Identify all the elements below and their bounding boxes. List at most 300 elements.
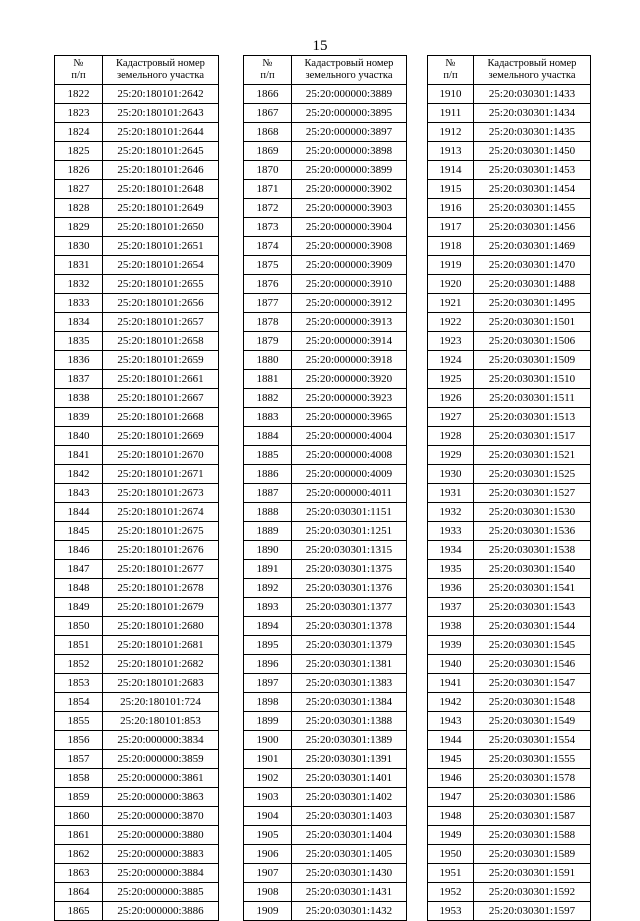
row-number: 1951 (428, 864, 474, 883)
table-row (55, 180, 219, 199)
cadastral-number: 25:20:000000:4004 (292, 427, 407, 446)
row-number: 1916 (428, 199, 474, 218)
header-number-line1: № (262, 58, 273, 69)
table-row (55, 807, 219, 826)
row-number: 1892 (244, 579, 292, 598)
table-row (428, 256, 591, 275)
table-row (428, 218, 591, 237)
header-number (244, 56, 292, 85)
row-number: 1918 (428, 237, 474, 256)
table-row (428, 142, 591, 161)
table-row (244, 104, 407, 123)
table-row (244, 332, 407, 351)
cadastral-number: 25:20:030301:1391 (292, 750, 407, 769)
table-row (244, 484, 407, 503)
header-number (428, 56, 474, 85)
cadastral-number: 25:20:180101:2646 (103, 161, 219, 180)
table-row (428, 636, 591, 655)
table-row (428, 313, 591, 332)
cadastral-number: 25:20:180101:2654 (103, 256, 219, 275)
cadastral-number: 25:20:030301:1510 (474, 370, 591, 389)
table-row (55, 522, 219, 541)
row-number: 1940 (428, 655, 474, 674)
cadastral-number: 25:20:180101:2659 (103, 351, 219, 370)
cadastral-number: 25:20:030301:1405 (292, 845, 407, 864)
row-number: 1840 (55, 427, 103, 446)
cadastral-number: 25:20:000000:4011 (292, 484, 407, 503)
row-number: 1831 (55, 256, 103, 275)
row-number: 1833 (55, 294, 103, 313)
cadastral-number: 25:20:030301:1379 (292, 636, 407, 655)
cadastral-number: 25:20:180101:2677 (103, 560, 219, 579)
row-number: 1943 (428, 712, 474, 731)
table-row (244, 218, 407, 237)
header-number (55, 56, 103, 85)
cadastral-number: 25:20:030301:1378 (292, 617, 407, 636)
table-row (244, 85, 407, 104)
cadastral-number: 25:20:030301:1495 (474, 294, 591, 313)
table-row (244, 522, 407, 541)
table-row (244, 541, 407, 560)
table-row (428, 902, 591, 921)
row-number: 1883 (244, 408, 292, 427)
cadastral-number: 25:20:000000:3889 (292, 85, 407, 104)
table-row (428, 598, 591, 617)
row-number: 1889 (244, 522, 292, 541)
table-row (55, 465, 219, 484)
cadastral-number: 25:20:000000:4008 (292, 446, 407, 465)
table-row (428, 750, 591, 769)
table-row (428, 351, 591, 370)
row-number: 1859 (55, 788, 103, 807)
row-number: 1837 (55, 370, 103, 389)
cadastral-number: 25:20:030301:1375 (292, 560, 407, 579)
cadastral-number: 25:20:030301:1511 (474, 389, 591, 408)
row-number: 1922 (428, 313, 474, 332)
cadastral-number: 25:20:000000:3859 (103, 750, 219, 769)
cadastral-number: 25:20:000000:3912 (292, 294, 407, 313)
cadastral-number: 25:20:030301:1530 (474, 503, 591, 522)
cadastral-number: 25:20:180101:2657 (103, 313, 219, 332)
cadastral-number: 25:20:180101:2674 (103, 503, 219, 522)
cadastral-number: 25:20:180101:2642 (103, 85, 219, 104)
table-row (244, 712, 407, 731)
cadastral-number: 25:20:180101:2644 (103, 123, 219, 142)
row-number: 1871 (244, 180, 292, 199)
row-number: 1841 (55, 446, 103, 465)
cadastral-number: 25:20:000000:3965 (292, 408, 407, 427)
row-number: 1926 (428, 389, 474, 408)
table-row (55, 503, 219, 522)
table-row (244, 769, 407, 788)
table-row (244, 256, 407, 275)
table-row (428, 674, 591, 693)
cadastral-number: 25:20:180101:2683 (103, 674, 219, 693)
cadastral-number: 25:20:030301:1543 (474, 598, 591, 617)
table-row (55, 332, 219, 351)
row-number: 1865 (55, 902, 103, 921)
table-header-row (428, 56, 591, 85)
cadastral-number: 25:20:030301:1586 (474, 788, 591, 807)
row-number: 1836 (55, 351, 103, 370)
row-number: 1914 (428, 161, 474, 180)
row-number: 1934 (428, 541, 474, 560)
row-number: 1937 (428, 598, 474, 617)
table-row (55, 104, 219, 123)
table-row (428, 826, 591, 845)
row-number: 1948 (428, 807, 474, 826)
row-number: 1884 (244, 427, 292, 446)
cadastral-number: 25:20:180101:2667 (103, 389, 219, 408)
header-number-line2: п/п (443, 70, 458, 81)
table-row (428, 275, 591, 294)
table-row (55, 598, 219, 617)
table-row (428, 579, 591, 598)
cadastral-number: 25:20:180101:2682 (103, 655, 219, 674)
table-row (244, 674, 407, 693)
row-number: 1891 (244, 560, 292, 579)
row-number: 1910 (428, 85, 474, 104)
row-number: 1924 (428, 351, 474, 370)
cadastral-number: 25:20:030301:1384 (292, 693, 407, 712)
cadastral-number: 25:20:180101:2655 (103, 275, 219, 294)
row-number: 1851 (55, 636, 103, 655)
header-cadastral (103, 56, 219, 85)
row-number: 1864 (55, 883, 103, 902)
row-number: 1872 (244, 199, 292, 218)
cadastral-number: 25:20:000000:3902 (292, 180, 407, 199)
row-number: 1907 (244, 864, 292, 883)
cadastral-number: 25:20:030301:1509 (474, 351, 591, 370)
cadastral-number: 25:20:030301:1506 (474, 332, 591, 351)
cadastral-number: 25:20:180101:853 (103, 712, 219, 731)
row-number: 1925 (428, 370, 474, 389)
row-number: 1846 (55, 541, 103, 560)
cadastral-number: 25:20:030301:1554 (474, 731, 591, 750)
row-number: 1897 (244, 674, 292, 693)
table-row (428, 294, 591, 313)
row-number: 1908 (244, 883, 292, 902)
table-row (55, 237, 219, 256)
row-number: 1832 (55, 275, 103, 294)
cadastral-number: 25:20:180101:2679 (103, 598, 219, 617)
cadastral-number: 25:20:000000:3880 (103, 826, 219, 845)
table-row (55, 123, 219, 142)
row-number: 1868 (244, 123, 292, 142)
cadastral-number: 25:20:030301:1589 (474, 845, 591, 864)
cadastral-number: 25:20:180101:724 (103, 693, 219, 712)
row-number: 1929 (428, 446, 474, 465)
header-cadastral-line2: земельного участка (305, 70, 393, 81)
table-row (55, 769, 219, 788)
row-number: 1941 (428, 674, 474, 693)
header-cadastral-line2: земельного участка (488, 70, 576, 81)
row-number: 1882 (244, 389, 292, 408)
row-number: 1927 (428, 408, 474, 427)
cadastral-number: 25:20:180101:2650 (103, 218, 219, 237)
table-row (244, 636, 407, 655)
row-number: 1826 (55, 161, 103, 180)
cadastral-number: 25:20:030301:1469 (474, 237, 591, 256)
cadastral-number: 25:20:030301:1401 (292, 769, 407, 788)
table-row (55, 370, 219, 389)
row-number: 1878 (244, 313, 292, 332)
cadastral-number: 25:20:030301:1544 (474, 617, 591, 636)
table-row (244, 123, 407, 142)
row-number: 1873 (244, 218, 292, 237)
table-row (428, 484, 591, 503)
cadastral-number: 25:20:030301:1546 (474, 655, 591, 674)
row-number: 1842 (55, 465, 103, 484)
table-row (428, 446, 591, 465)
cadastral-number: 25:20:000000:3885 (103, 883, 219, 902)
cadastral-number: 25:20:000000:3897 (292, 123, 407, 142)
row-number: 1909 (244, 902, 292, 921)
cadastral-number: 25:20:180101:2643 (103, 104, 219, 123)
cadastral-number: 25:20:000000:3920 (292, 370, 407, 389)
table-row (244, 370, 407, 389)
cadastral-number: 25:20:030301:1588 (474, 826, 591, 845)
table-row (55, 85, 219, 104)
table-row (244, 845, 407, 864)
row-number: 1946 (428, 769, 474, 788)
row-number: 1952 (428, 883, 474, 902)
cadastral-number: 25:20:030301:1431 (292, 883, 407, 902)
cadastral-number: 25:20:000000:3903 (292, 199, 407, 218)
cadastral-number: 25:20:030301:1549 (474, 712, 591, 731)
cadastral-number: 25:20:030301:1527 (474, 484, 591, 503)
cadastral-number: 25:20:180101:2671 (103, 465, 219, 484)
table-header-row (244, 56, 407, 85)
header-cadastral-line1: Кадастровый номер (304, 58, 394, 69)
table-row (55, 864, 219, 883)
header-cadastral-line1: Кадастровый номер (487, 58, 577, 69)
cadastral-number: 25:20:180101:2648 (103, 180, 219, 199)
row-number: 1874 (244, 237, 292, 256)
cadastral-number: 25:20:030301:1587 (474, 807, 591, 826)
row-number: 1893 (244, 598, 292, 617)
row-number: 1953 (428, 902, 474, 921)
cadastral-number: 25:20:030301:1383 (292, 674, 407, 693)
cadastral-number: 25:20:030301:1435 (474, 123, 591, 142)
row-number: 1843 (55, 484, 103, 503)
row-number: 1855 (55, 712, 103, 731)
cadastral-number: 25:20:180101:2680 (103, 617, 219, 636)
cadastral-number: 25:20:000000:3886 (103, 902, 219, 921)
cadastral-number: 25:20:180101:2661 (103, 370, 219, 389)
row-number: 1870 (244, 161, 292, 180)
row-number: 1856 (55, 731, 103, 750)
parcel-table-3 (427, 55, 591, 921)
table-row (55, 427, 219, 446)
cadastral-number: 25:20:030301:1513 (474, 408, 591, 427)
cadastral-number: 25:20:030301:1251 (292, 522, 407, 541)
table-row (55, 788, 219, 807)
row-number: 1933 (428, 522, 474, 541)
table-row (244, 864, 407, 883)
table-row (55, 199, 219, 218)
row-number: 1862 (55, 845, 103, 864)
cadastral-number: 25:20:000000:3861 (103, 769, 219, 788)
row-number: 1901 (244, 750, 292, 769)
header-cadastral (474, 56, 591, 85)
cadastral-number: 25:20:180101:2651 (103, 237, 219, 256)
table-row (428, 161, 591, 180)
cadastral-number: 25:20:000000:3863 (103, 788, 219, 807)
row-number: 1928 (428, 427, 474, 446)
row-number: 1847 (55, 560, 103, 579)
row-number: 1949 (428, 826, 474, 845)
cadastral-number: 25:20:000000:3899 (292, 161, 407, 180)
cadastral-number: 25:20:030301:1597 (474, 902, 591, 921)
cadastral-number: 25:20:030301:1432 (292, 902, 407, 921)
table-row (428, 180, 591, 199)
cadastral-number: 25:20:000000:3908 (292, 237, 407, 256)
table-row (55, 617, 219, 636)
table-row (55, 655, 219, 674)
header-number-line2: п/п (71, 70, 86, 81)
cadastral-number: 25:20:030301:1592 (474, 883, 591, 902)
row-number: 1827 (55, 180, 103, 199)
row-number: 1863 (55, 864, 103, 883)
cadastral-number: 25:20:030301:1547 (474, 674, 591, 693)
header-number-line1: № (445, 58, 456, 69)
cadastral-number: 25:20:030301:1402 (292, 788, 407, 807)
header-number-line1: № (73, 58, 84, 69)
row-number: 1858 (55, 769, 103, 788)
row-number: 1902 (244, 769, 292, 788)
header-cadastral-line1: Кадастровый номер (116, 58, 205, 69)
table-row (244, 180, 407, 199)
row-number: 1917 (428, 218, 474, 237)
row-number: 1913 (428, 142, 474, 161)
cadastral-number: 25:20:180101:2656 (103, 294, 219, 313)
row-number: 1915 (428, 180, 474, 199)
row-number: 1898 (244, 693, 292, 712)
cadastral-number: 25:20:030301:1525 (474, 465, 591, 484)
table-row (428, 560, 591, 579)
row-number: 1887 (244, 484, 292, 503)
cadastral-number: 25:20:180101:2645 (103, 142, 219, 161)
row-number: 1854 (55, 693, 103, 712)
cadastral-number: 25:20:000000:3913 (292, 313, 407, 332)
table-row (244, 579, 407, 598)
row-number: 1879 (244, 332, 292, 351)
table-row (244, 883, 407, 902)
table-row (428, 389, 591, 408)
row-number: 1834 (55, 313, 103, 332)
table-row (244, 560, 407, 579)
table-row (55, 750, 219, 769)
table-row (244, 598, 407, 617)
cadastral-number: 25:20:030301:1538 (474, 541, 591, 560)
cadastral-number: 25:20:030301:1151 (292, 503, 407, 522)
cadastral-number: 25:20:030301:1541 (474, 579, 591, 598)
table-row (428, 370, 591, 389)
cadastral-number: 25:20:030301:1315 (292, 541, 407, 560)
table-row (244, 731, 407, 750)
table-row (55, 712, 219, 731)
table-row (55, 560, 219, 579)
row-number: 1853 (55, 674, 103, 693)
table-row (55, 826, 219, 845)
table-row (55, 389, 219, 408)
table-row (55, 579, 219, 598)
table-row (244, 313, 407, 332)
cadastral-number: 25:20:000000:3918 (292, 351, 407, 370)
cadastral-number: 25:20:000000:3909 (292, 256, 407, 275)
cadastral-number: 25:20:030301:1521 (474, 446, 591, 465)
table-row (428, 807, 591, 826)
table-row (244, 807, 407, 826)
row-number: 1869 (244, 142, 292, 161)
cadastral-number: 25:20:030301:1555 (474, 750, 591, 769)
row-number: 1852 (55, 655, 103, 674)
row-number: 1895 (244, 636, 292, 655)
cadastral-number: 25:20:000000:3898 (292, 142, 407, 161)
cadastral-number: 25:20:180101:2673 (103, 484, 219, 503)
table-row (244, 294, 407, 313)
row-number: 1894 (244, 617, 292, 636)
cadastral-number: 25:20:030301:1536 (474, 522, 591, 541)
table-row (244, 142, 407, 161)
cadastral-number: 25:20:000000:3923 (292, 389, 407, 408)
cadastral-number: 25:20:030301:1403 (292, 807, 407, 826)
table-row (55, 693, 219, 712)
cadastral-number: 25:20:000000:3884 (103, 864, 219, 883)
table-row (244, 826, 407, 845)
cadastral-number: 25:20:030301:1517 (474, 427, 591, 446)
table-row (428, 123, 591, 142)
row-number: 1912 (428, 123, 474, 142)
table-row (428, 617, 591, 636)
row-number: 1828 (55, 199, 103, 218)
cadastral-number: 25:20:030301:1470 (474, 256, 591, 275)
cadastral-number: 25:20:030301:1377 (292, 598, 407, 617)
row-number: 1950 (428, 845, 474, 864)
table-row (55, 351, 219, 370)
row-number: 1906 (244, 845, 292, 864)
row-number: 1825 (55, 142, 103, 161)
table-row (55, 256, 219, 275)
table-row (244, 351, 407, 370)
header-cadastral (292, 56, 407, 85)
table-row (244, 237, 407, 256)
parcel-table-1 (54, 55, 219, 921)
cadastral-number: 25:20:030301:1578 (474, 769, 591, 788)
cadastral-number: 25:20:030301:1381 (292, 655, 407, 674)
table-row (55, 446, 219, 465)
row-number: 1905 (244, 826, 292, 845)
header-number-line2: п/п (260, 70, 275, 81)
table-row (244, 503, 407, 522)
cadastral-number: 25:20:000000:3834 (103, 731, 219, 750)
table-row (428, 408, 591, 427)
cadastral-number: 25:20:030301:1430 (292, 864, 407, 883)
row-number: 1938 (428, 617, 474, 636)
table-row (428, 237, 591, 256)
row-number: 1835 (55, 332, 103, 351)
table-row (428, 465, 591, 484)
table-row (244, 617, 407, 636)
table-row (244, 427, 407, 446)
table-header-row (55, 56, 219, 85)
cadastral-number: 25:20:030301:1404 (292, 826, 407, 845)
row-number: 1944 (428, 731, 474, 750)
table-row (244, 465, 407, 484)
row-number: 1857 (55, 750, 103, 769)
row-number: 1921 (428, 294, 474, 313)
